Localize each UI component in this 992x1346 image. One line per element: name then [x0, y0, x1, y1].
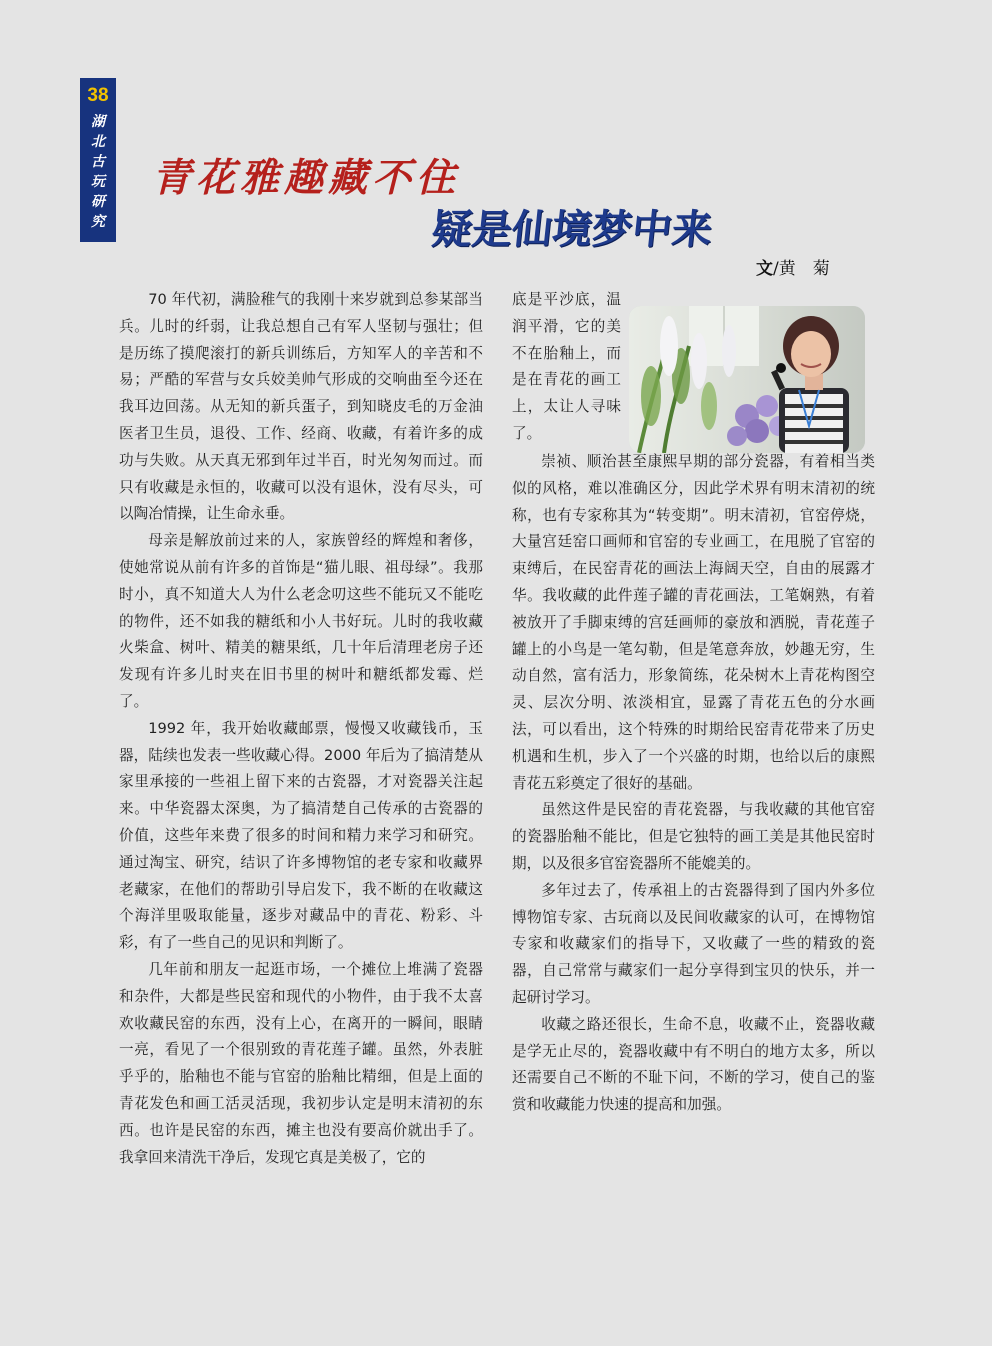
title-line-2: 疑是仙境梦中来	[429, 207, 715, 253]
byline	[756, 257, 866, 281]
paragraph: 崇祯、顺治甚至康熙早期的部分瓷器，有着相当类似的风格，难以准确区分，因此学术界有明末清初的统称，也有专家称其为“转变期”。明末清初，官窑停烧，大量宫廷窑口画师和官窑的专业画工，在甩脱了官窑的束缚后，在民窑青花的画法上海阔天空，自由的展露才华。我收藏的此件莲子罐的青花画法，工笔娴熟，有着被放开了手脚束缚的宫廷画师的豪放和洒脱，青花莲子罐上的小鸟是一笔勾勒，但是笔意奔放，妙趣无穷，生动自然，富有活力，形象简练，花朵树木上青花构图空灵、层次分明、浓淡相宜，显露了青花五色的分水画法，可以看出，这个特殊的时期给民窑青花带来了历史机遇和生机，步入了一个兴盛的时期，也给以后的康熙青花五彩奠定了很好的基础。	[512, 453, 875, 792]
paragraph: 收藏之路还很长，生命不息，收藏不止，瓷器收藏是学无止尽的，瓷器收藏中有不明白的地方太多，所以还需要自己不断的不耻下问，不断的学习，使自己的鉴赏和收藏能力快速的提高和加强。	[512, 1015, 875, 1114]
page-number: 38	[87, 85, 109, 106]
paragraph: 虽然这件是民窑的青花瓷器，与我收藏的其他官窑的瓷器胎釉不能比，但是它独特的画工美是其他民窑时期，以及很多官窑瓷器所不能媲美的。	[512, 801, 875, 872]
paragraph: 1992 年，我开始收藏邮票，慢慢又收藏钱币，玉器，陆续也发表一些收藏心得。2000 年后为了搞清楚从家里承接的一些祖上留下来的古瓷器，才对瓷器关注起来。中华瓷器太深奥，为了搞清楚自己传承的古瓷器的价值，这些年来费了很多的时间和精力来学习和研究。通过淘宝、研究，结识了许多博物馆的老专家和收藏界老藏家，在他们的帮助引导启发下，我不断的在收藏这个海洋里吸取能量，逐步对藏品中的青花、粉彩、斗彩，有了一些自己的见识和判断了。	[119, 719, 483, 952]
paragraph-continuation: 底是平沙底，温润平滑，它的美不在胎釉上，而是在青花的画工上，太让人寻味了。	[512, 291, 621, 442]
right-column	[512, 449, 875, 1119]
paragraph: 多年过去了，传承祖上的古瓷器得到了国内外多位博物馆专家、古玩商以及民间收藏家的认可，在博物馆专家和收藏家们的指导下，又收藏了一些的精致的瓷器，自己常常与藏家们一起分享得到宝贝的快乐，并一起研讨学习。	[512, 881, 875, 1006]
paragraph: 几年前和朋友一起逛市场，一个摊位上堆满了瓷器和杂件，大都是些民窑和现代的小物件，由于我不太喜欢收藏民窑的东西，没有上心，在离开的一瞬间，眼睛一亮，看见了一个很别致的青花莲子罐。虽然，外表脏乎乎的，胎釉也不能与官窑的胎釉比精细，但是上面的青花发色和画工活灵活现，我初步认定是明末清初的东西。也许是民窑的东西，摊主也没有要高价就出手了。我拿回来清洗干净后，发现它真是美极了，它的	[119, 960, 483, 1166]
byline-separator: /	[773, 259, 779, 279]
title-line-1: 青花雅趣藏不住	[152, 155, 461, 201]
magazine-name: 湖北古玩研究	[91, 114, 105, 230]
byline-author: 黄 菊	[778, 259, 830, 279]
section-tab	[80, 78, 116, 242]
narrow-column	[512, 287, 621, 448]
byline-prefix: 文	[756, 259, 773, 279]
paragraph: 母亲是解放前过来的人，家族曾经的辉煌和奢侈，使她常说从前有许多的首饰是“猫儿眼、祖母绿”。我那时小，真不知道大人为什么老念叨这些不能玩又不能吃的物件，还不如我的糖纸和小人书好玩。儿时的我收藏火柴盒、树叶、精美的糖果纸，几十年后清理老房子还发现有许多儿时夹在旧书里的树叶和糖纸都发霉、烂了。	[119, 532, 483, 710]
paragraph: 70 年代初，满脸稚气的我刚十来岁就到总参某部当兵。儿时的纤弱，让我总想自己有军人坚韧与强壮；但是历练了摸爬滚打的新兵训练后，方知军人的辛苦和不易；严酷的军营与女兵姣美帅气形成的交响曲至今还在我耳边回荡。从无知的新兵蛋子，到知晓皮毛的万金油医者卫生员，退役、工作、经商、收藏，有着许多的成功与失败。从天真无邪到年过半百，时光匆匆而过。而只有收藏是永恒的，收藏可以没有退休，没有尽头，可以陶冶情操，让生命永垂。	[119, 291, 483, 523]
left-column	[119, 287, 483, 1171]
author-photo	[629, 306, 865, 453]
